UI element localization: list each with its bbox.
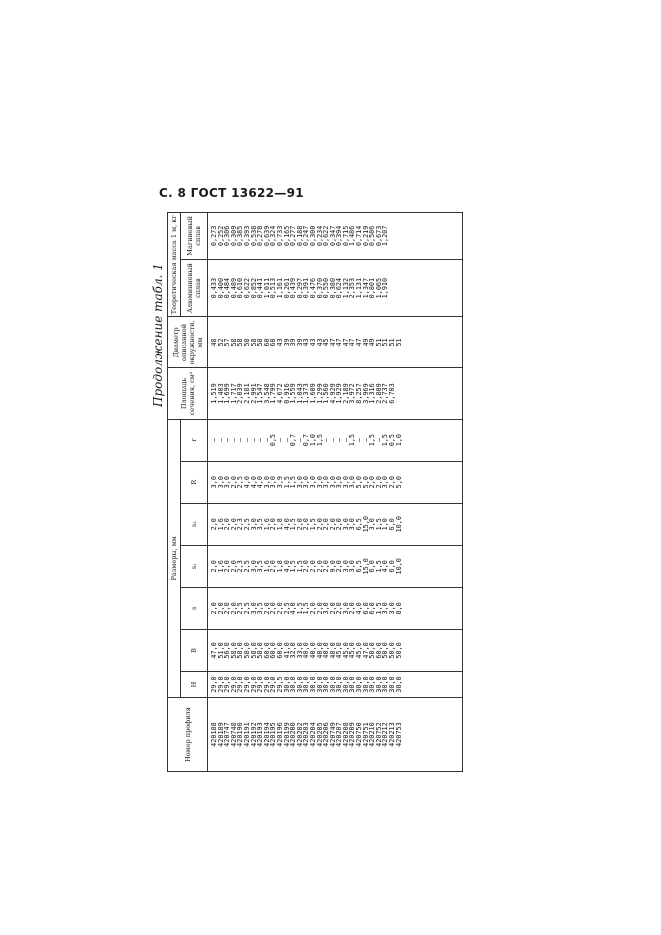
profile-table [167, 212, 463, 772]
header-s2: s₂ [181, 503, 208, 545]
header-aluminum: Алюминиевый сплав [181, 259, 208, 317]
header-B: B [181, 629, 208, 671]
header-diameter: Диаметр описанной окружности, мм [168, 317, 208, 368]
column-diameter: 48 52 57 58 58 58 58 58 60 60 43 39 39 39 43 43 43 45 47 47 47 47 47 49 49 51 51 51 51 [208, 317, 463, 368]
header-dimensions: Размеры, мм [168, 419, 181, 698]
header-R: R [181, 461, 208, 503]
column-H: 29,0 29,0 29,0 29,0 29,0 29,0 29,0 29,0 29,0 29,0 29,5 30,0 30,0 30,0 30,0 30,0 30,0 30,0 30,0 30,0 30,0 30,0 30,0 30,0 30,0 30,0 30,0 30,0 30,0 [208, 671, 463, 697]
header-magnesium: Магниевый сплав [181, 213, 208, 260]
header-s: s [181, 587, 208, 629]
column-R: 3,0 3,0 3,0 2,0 2,5 4,0 4,0 4,0 3,0 3,0 3,9 1,5 1,5 3,0 3,0 3,0 3,0 3,0 3,0 3,0 3,0 3,0 5,0 5,0 2,0 2,0 3,0 2,0 5,0 [208, 461, 463, 503]
column-r: — — — — — — — — — 0,5 — — 0,7 — 0,7 1,0 1,5 — — — — 1,5 — — 1,5 — 1,5 0,5 1,0 [208, 419, 463, 461]
continuation-note: Продолжение табл. 1 [151, 263, 165, 407]
header-mass: Теоретическая масса 1 м, кг [168, 213, 181, 317]
column-B: 47,0 51,0 56,0 58,0 58,0 58,0 58,0 58,0 60,0 60,0 60,0 41,0 32,0 33,0 40,0 40,0 40,0 40,0 40,0 45,0 45,0 45,0 45,0 47,0 50,0 60,0 50,0 50,0 50,0 [208, 629, 463, 671]
table-data-row [208, 213, 463, 772]
header-s1: s₁ [181, 545, 208, 587]
column-s: 2,0 2,0 2,0 2,0 2,5 2,5 3,0 3,5 2,0 2,0 2,0 2,5 4,0 1,5 1,5 2,0 2,0 3,0 2,0 2,0 3,0 2,0 4,0 6,0 6,0 1,5 3,0 3,0 8,0 [208, 587, 463, 629]
column-magnesium: 0,273 0,252 0,306 0,309 0,385 0,393 0,538 0,278 0,639 0,324 0,733 0,165 0,277 0,188 0,247 0,300 0,234 0,622 0,347 0,394 0,715 1,486 0,714 0,219 0,506 0,673 1,207 [208, 213, 463, 260]
column-s1: 2,0 1,6 2,0 2,0 2,3 2,5 3,0 3,5 1,6 2,0 1,8 4,0 1,5 1,5 2,0 2,0 2,0 2,0 9,0 2,0 3,0 3,0 6,5 15,0 6,0 1,5 4,0 6,0 10,0 [208, 545, 463, 587]
header-profile-number: Номер профиля [168, 698, 208, 772]
column-aluminum: 0,433 0,400 0,484 0,489 0,610 0,622 0,852 0,441 1,011 0,513 1,161 0,261 0,439 0,297 0,391 0,476 0,370 0,550 0,380 0,624 1,132 2,353 1,131 1,347 0,801 1,065 1,910 [208, 259, 463, 317]
column-area: 1,519 1,403 1,699 1,717 2,039 2,181 2,991 1,547 3,548 1,799 4,672 0,916 1,559 1,043 1,373 1,609 1,299 1,560 4,929 1,929 2,189 3,972 8,257 3,969 1,316 2,809 2,737 6,703 [208, 368, 463, 419]
rotated-table-area [151, 212, 459, 772]
header-r: r [181, 419, 208, 461]
page-header: С. 8 ГОСТ 13622—91 [159, 186, 304, 200]
column-profile-numbers: 420188 420189 420747 420748 420190 420191 420192 420193 420194 420195 420196 420199 420200 420202 420203 420204 420205 420206 420749 420207 420208 420209 420750 420751 420210 420752 420212 420213 420753 [208, 698, 463, 772]
header-H: H [181, 671, 208, 697]
column-s2: 2,0 1,6 2,0 2,0 2,3 2,5 3,0 3,5 1,6 2,0 1,8 4,0 1,5 2,0 2,0 1,5 2,0 2,0 2,0 2,0 3,0 3,0 6,5 15,0 3,0 1,5 1,0 6,0 10,0 [208, 503, 463, 545]
header-area: Площадь сечения, см² [168, 368, 208, 419]
